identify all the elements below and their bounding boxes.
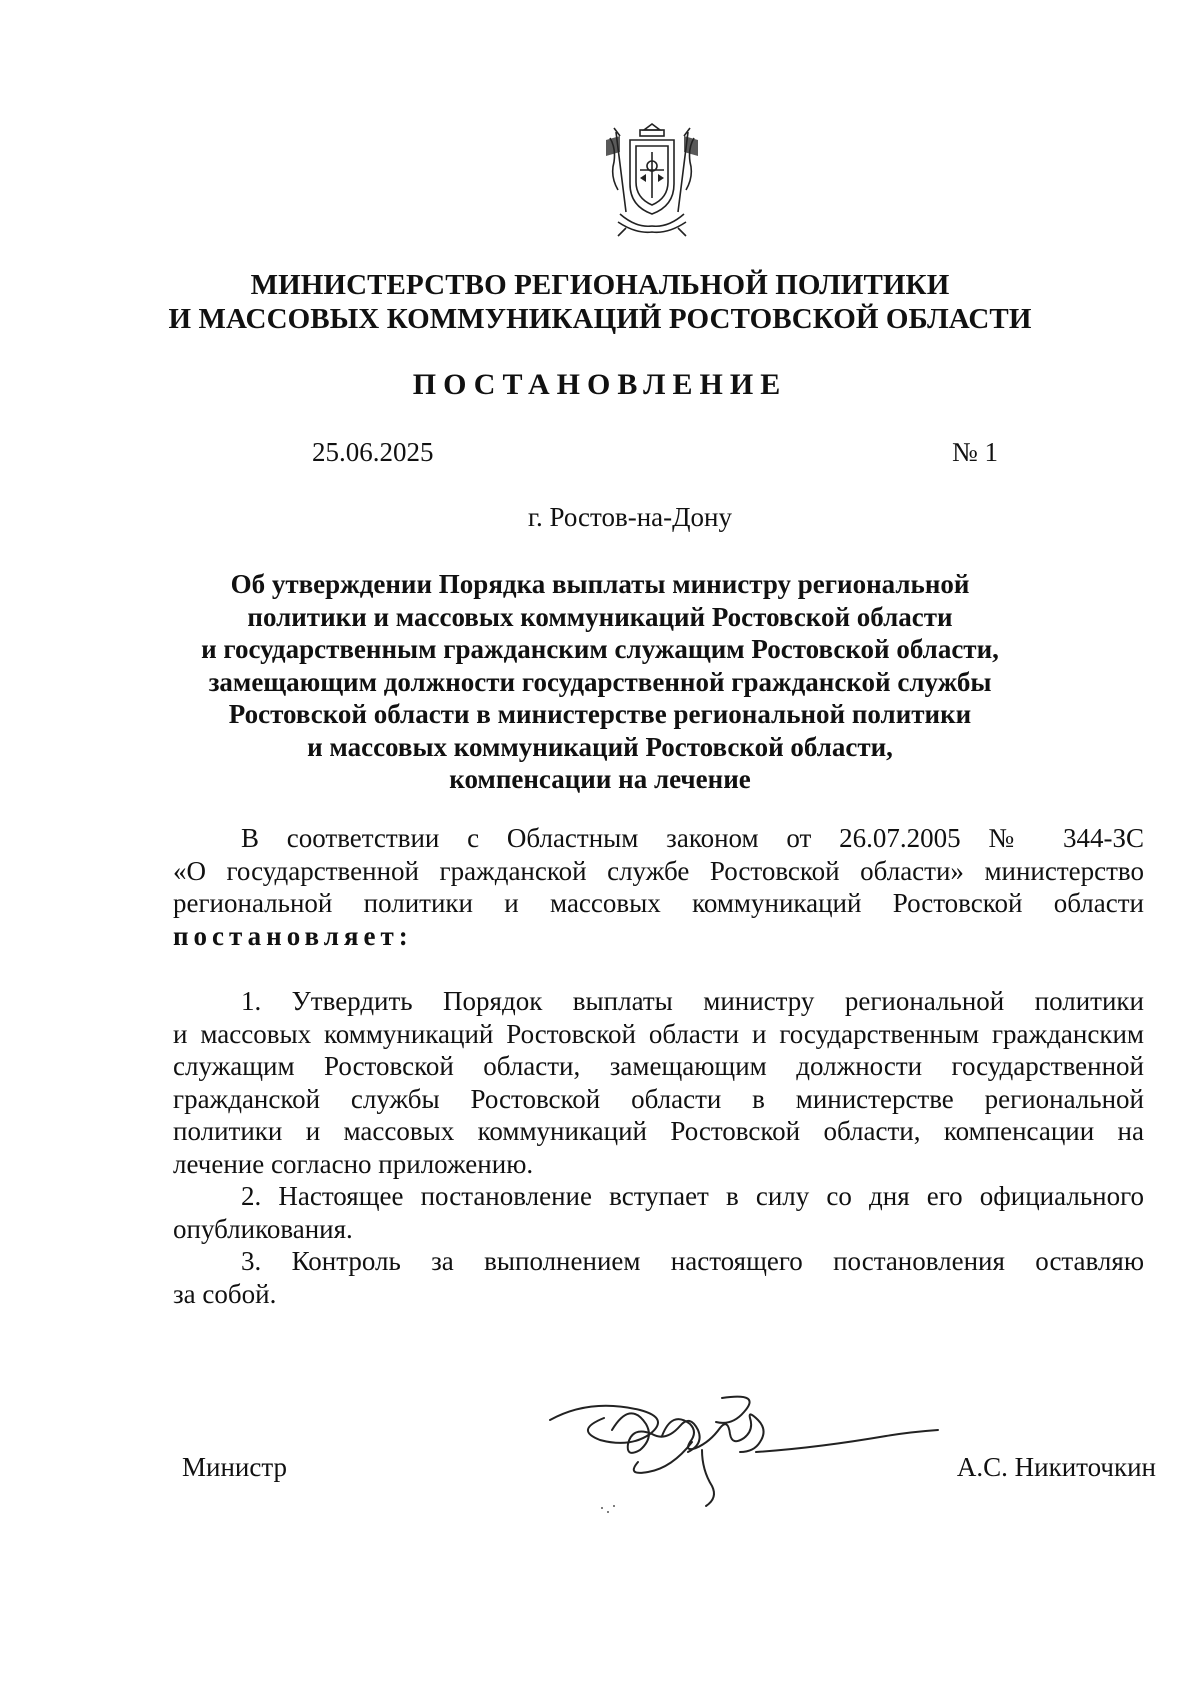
subject-line: компенсации на лечение <box>449 764 751 794</box>
subject-line: замещающим должности государственной гражданской службы <box>208 666 992 697</box>
item-1-line: лечение согласно приложению. <box>173 1148 534 1179</box>
signatory-role: Министр <box>182 1452 287 1482</box>
ministry-line: И МАССОВЫХ КОММУНИКАЦИЙ РОСТОВСКОЙ ОБЛАСТИ <box>168 303 1032 335</box>
item-1-line: гражданской службы Ростовской области в министерстве региональной <box>173 1083 1144 1114</box>
subject-line: Ростовской области в министерстве региональной политики <box>228 699 972 729</box>
preamble-line: В соответствии с Областным законом от 26.07.2005 № 344-ЗС <box>241 823 1144 853</box>
document-subject <box>200 568 1000 796</box>
coat-of-arms-icon <box>596 118 708 244</box>
subject-line: и государственным гражданским служащим Ростовской области, <box>201 634 999 664</box>
preamble-line: региональной политики и массовых коммуникаций Ростовской области <box>173 888 1144 918</box>
item-3-line: 3. Контроль за выполнением настоящего постановления оставляю <box>241 1246 1144 1276</box>
resolution-items <box>173 985 1144 1310</box>
preamble-paragraph <box>173 822 1144 952</box>
resolution-keyword: постановляет: <box>173 920 413 951</box>
item-1-line: служащим Ростовской области, замещающим должности государственной <box>173 1051 1144 1081</box>
document-date: 25.06.2025 <box>312 437 434 467</box>
subject-line: политики и массовых коммуникаций Ростовской области <box>247 601 953 632</box>
ministry-line: МИНИСТЕРСТВО РЕГИОНАЛЬНОЙ ПОЛИТИКИ <box>250 269 950 301</box>
subject-line: Об утверждении Порядка выплаты министру региональной <box>230 569 970 599</box>
subject-line: и массовых коммуникаций Ростовской области, <box>307 731 893 762</box>
ministry-name <box>0 268 1200 336</box>
item-1-line: политики и массовых коммуникаций Ростовской области, компенсации на <box>173 1116 1144 1146</box>
item-2-line: опубликования. <box>173 1213 353 1244</box>
document-number: № 1 <box>951 437 998 467</box>
preamble-line: «О государственной гражданской службе Ростовской области» министерство <box>173 855 1144 886</box>
document-type: ПОСТАНОВЛЕНИЕ <box>412 368 788 401</box>
item-1-line: 1. Утвердить Порядок выплаты министру региональной политики <box>241 986 1144 1016</box>
document-city: г. Ростов-на-Дону <box>527 502 732 532</box>
signatory-name: А.С. Никиточкин <box>956 1452 1156 1482</box>
item-3-line: за собой. <box>173 1278 277 1309</box>
handwritten-signature-icon <box>542 1390 942 1520</box>
item-1-line: и массовых коммуникаций Ростовской области и государственным гражданским <box>173 1018 1144 1049</box>
item-2-line: 2. Настоящее постановление вступает в силу со дня его официального <box>241 1181 1144 1211</box>
